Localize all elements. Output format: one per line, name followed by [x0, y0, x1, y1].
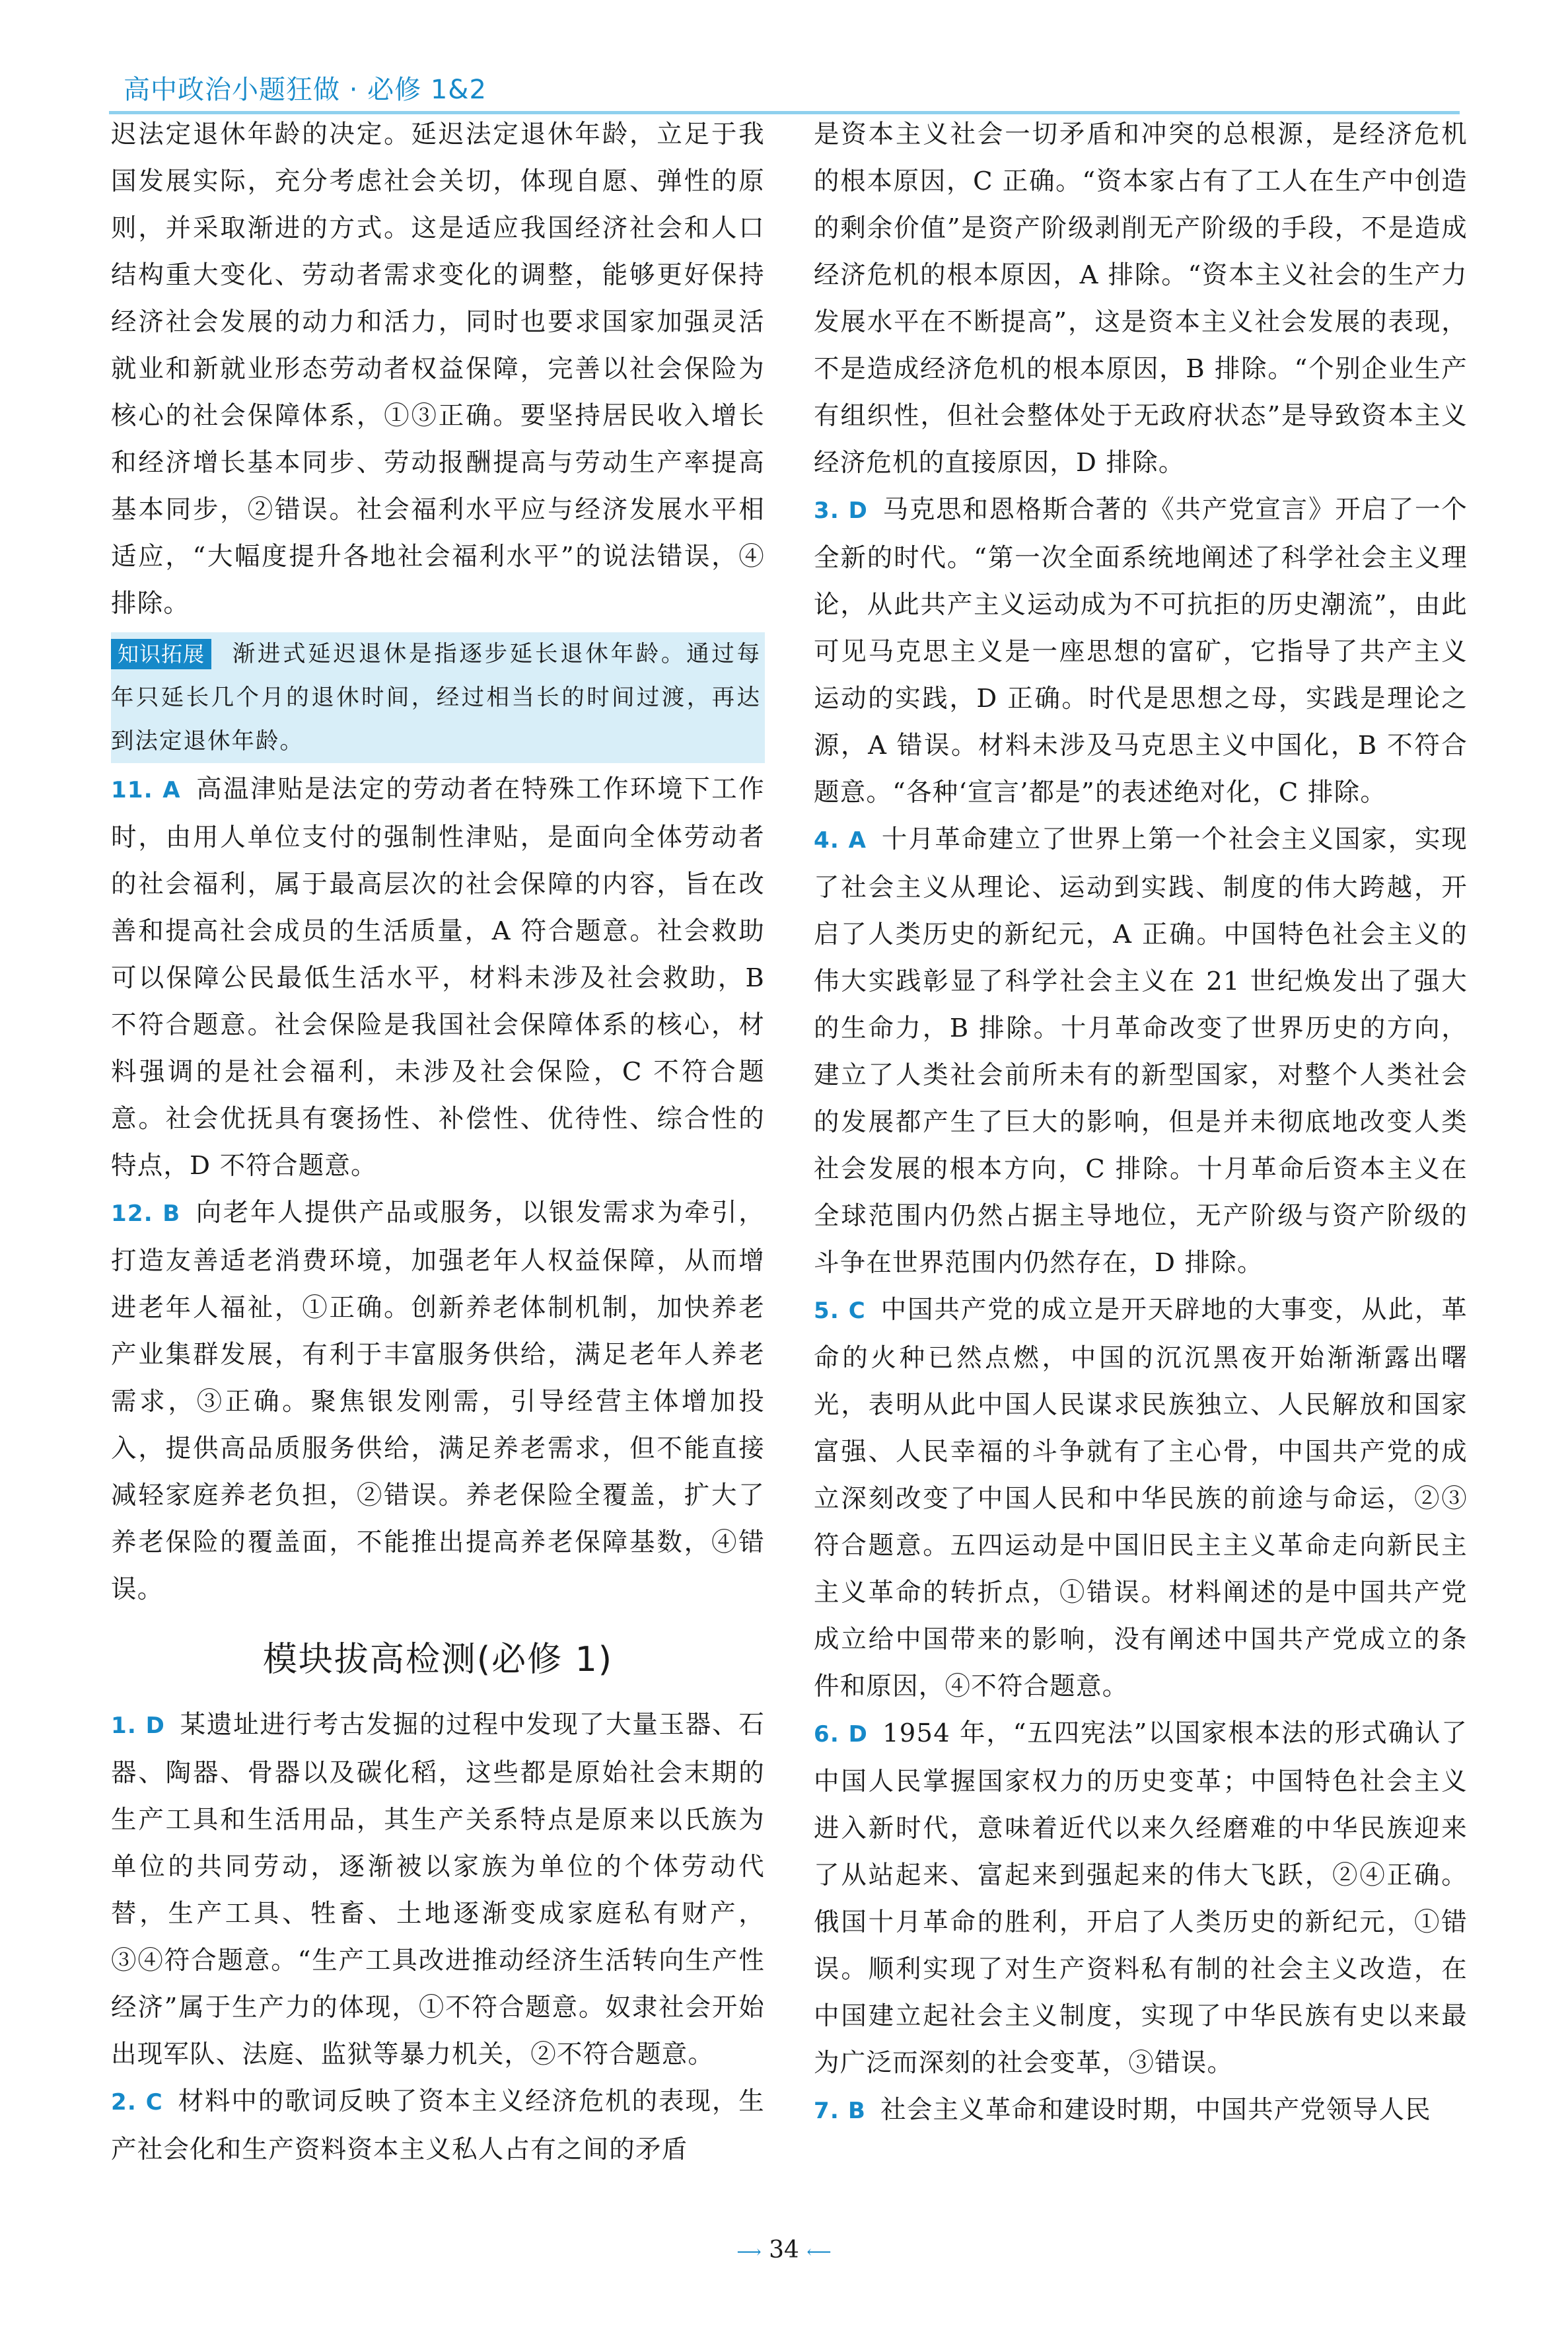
answer-number: 6. D	[814, 1721, 869, 1748]
left-column	[111, 111, 765, 2173]
answer-text: 十月革命建立了世界上第一个社会主义国家，实现了社会主义从理论、运动到实践、制度的伟大跨越，开启了人类历史的新纪元，A 正确。中国特色社会主义的伟大实践彰显了科学社会主义在 21 世纪焕发出了强大的生命力，B 排除。十月革命改变了世界历史的方向，建立了人类社会前所未有的新型国家，对整个人类社会的发展都产生了巨大的影响，但是并未彻底地改变人类社会发展的根本方向，C 排除。十月革命后资本主义在全球范围内仍然占据主导地位，无产阶级与资产阶级的斗争在世界范围内仍然存在，D 排除。	[814, 825, 1468, 1278]
answer-text: 马克思和恩格斯合著的《共产党宣言》开启了一个全新的时代。“第一次全面系统地阐述了科学社会主义理论，从此共产主义运动成为不可抗拒的历史潮流”，由此可见马克思主义是一座思想的富矿，它指导了共产主义运动的实践，D 正确。时代是思想之母，实践是理论之源，A 错误。材料未涉及马克思主义中国化，B 不符合题意。“各种‘宣言’都是”的表述绝对化，C 排除。	[814, 495, 1468, 807]
answer-item-11	[111, 766, 765, 1189]
answer-item-3	[814, 486, 1468, 816]
answer-number: 3. D	[814, 498, 869, 524]
right-column	[814, 111, 1468, 2135]
answer-item-2	[111, 2078, 765, 2173]
book-title: 高中政治小题狂做 · 必修 1&2	[124, 75, 487, 105]
answer-paragraph: 是资本主义社会一切矛盾和冲突的总根源，是经济危机的根本原因，C 正确。“资本家占有了工人在生产中创造的剩余价值”是资产阶级剥削无产阶级的手段，不是造成经济危机的根本原因，A 排除。“资本主义社会的生产力发展水平在不断提高”，这是资本主义社会发展的表现，不是造成经济危机的根本原因，B 排除。“个别企业生产有组织性，但社会整体处于无政府状态”是导致资本主义经济危机的直接原因，D 排除。	[814, 120, 1468, 478]
answer-paragraph: 迟法定退休年龄的决定。延迟法定退休年龄，立足于我国发展实际，充分考虑社会关切，体现自愿、弹性的原则，并采取渐进的方式。这是适应我国经济社会和人口结构重大变化、劳动者需求变化的调整，能够更好保持经济社会发展的动力和活力，同时也要求国家加强灵活就业和新就业形态劳动者权益保障，完善以社会保险为核心的社会保障体系，①③正确。要坚持居民收入增长和经济增长基本同步、劳动报酬提高与劳动生产率提高基本同步，②错误。社会福利水平应与经济发展水平相适应，“大幅度提升各地社会福利水平”的说法错误，④排除。	[111, 120, 765, 618]
answer-text: 某遗址进行考古发掘的过程中发现了大量玉器、石器、陶器、骨器以及碳化稻，这些都是原始社会末期的生产工具和生活用品，其生产关系特点是原来以氏族为单位的共同劳动，逐渐被以家族为单位的个体劳动代替，生产工具、牲畜、土地逐渐变成家庭私有财产，③④符合题意。“生产工具改进推动经济生活转向生产性经济”属于生产力的体现，①不符合题意。奴隶社会开始出现军队、法庭、监狱等暴力机关，②不符合题意。	[111, 1710, 766, 2069]
answer-item-4	[814, 816, 1468, 1286]
answer-item-1	[111, 1701, 765, 2078]
arrow-left-icon: ⟵	[806, 2242, 832, 2262]
knowledge-extension-label: 知识拓展	[111, 639, 211, 669]
page-footer	[0, 2236, 1568, 2264]
answer-item-5	[814, 1286, 1468, 1710]
answer-text: 1954 年，“五四宪法”以国家根本法的形式确认了中国人民掌握国家权力的历史变革；中国特色社会主义进入新时代，意味着近代以来久经磨难的中华民族迎来了从站起来、富起来到强起来的伟大飞跃，②④正确。俄国十月革命的胜利，开启了人类历史的新纪元，①错误。顺利实现了对生产资料私有制的社会主义改造，在中国建立起社会主义制度，实现了中华民族有史以来最为广泛而深刻的社会变革，③错误。	[814, 1718, 1468, 2078]
arrow-right-icon: ⟶	[736, 2242, 762, 2262]
answer-number: 11. A	[111, 777, 181, 803]
answer-number: 2. C	[111, 2089, 163, 2116]
answer-text: 高温津贴是法定的劳动者在特殊工作环境下工作时，由用人单位支付的强制性津贴，是面向全体劳动者的社会福利，属于最高层次的社会保障的内容，旨在改善和提高社会成员的生活质量，A 符合题意。社会救助可以保障公民最低生活水平，材料未涉及社会救助，B 不符合题意。社会保险是我国社会保障体系的核心，材料强调的是社会福利，未涉及社会保险，C 不符合题意。社会优抚具有褒扬性、补偿性、优待性、综合性的特点，D 不符合题意。	[111, 774, 765, 1181]
answer-item-6	[814, 1710, 1468, 2086]
answer-text: 社会主义革命和建设时期，中国共产党领导人民	[880, 2095, 1431, 2125]
knowledge-extension-box	[111, 632, 765, 763]
answer-number: 1. D	[111, 1713, 166, 1739]
answer-text: 材料中的歌词反映了资本主义经济危机的表现，生产社会化和生产资料资本主义私人占有之间的矛盾	[111, 2086, 766, 2164]
answer-number: 5. C	[814, 1298, 866, 1324]
answer-text: 中国共产党的成立是开天辟地的大事变，从此，革命的火种已然点燃，中国的沉沉黑夜开始渐渐露出曙光，表明从此中国人民谋求民族独立、人民解放和国家富强、人民幸福的斗争就有了主心骨，中国共产党的成立深刻改变了中国人民和中华民族的前途与命运，②③符合题意。五四运动是中国旧民主主义革命走向新民主主义革命的转折点，①错误。材料阐述的是中国共产党成立给中国带来的影响，没有阐述中国共产党成立的条件和原因，④不符合题意。	[814, 1295, 1468, 1701]
page-number: 34	[769, 2236, 799, 2264]
section-title: 模块拔高检测(必修 1)	[262, 1640, 614, 1679]
answer-item-7	[814, 2086, 1468, 2135]
answer-item-12	[111, 1189, 765, 1613]
answer-number: 7. B	[814, 2098, 867, 2124]
answer-text: 向老年人提供产品或服务，以银发需求为牵引，打造友善适老消费环境，加强老年人权益保障，从而增进老年人福祉，①正确。创新养老体制机制，加快养老产业集群发展，有利于丰富服务供给，满足老年人养老需求，③正确。聚焦银发刚需，引导经营主体增加投入，提供高品质服务供给，满足养老需求，但不能直接减轻家庭养老负担，②错误。养老保险全覆盖，扩大了养老保险的覆盖面，不能推出提高养老保障基数，④错误。	[111, 1198, 766, 1604]
knowledge-extension-text: 渐进式延迟退休是指逐步延长退休年龄。通过每年只延长几个月的退休时间，经过相当长的时间过渡，再达到法定退休年龄。	[111, 641, 761, 755]
answer-number: 12. B	[111, 1200, 181, 1227]
answer-number: 4. A	[814, 827, 867, 854]
